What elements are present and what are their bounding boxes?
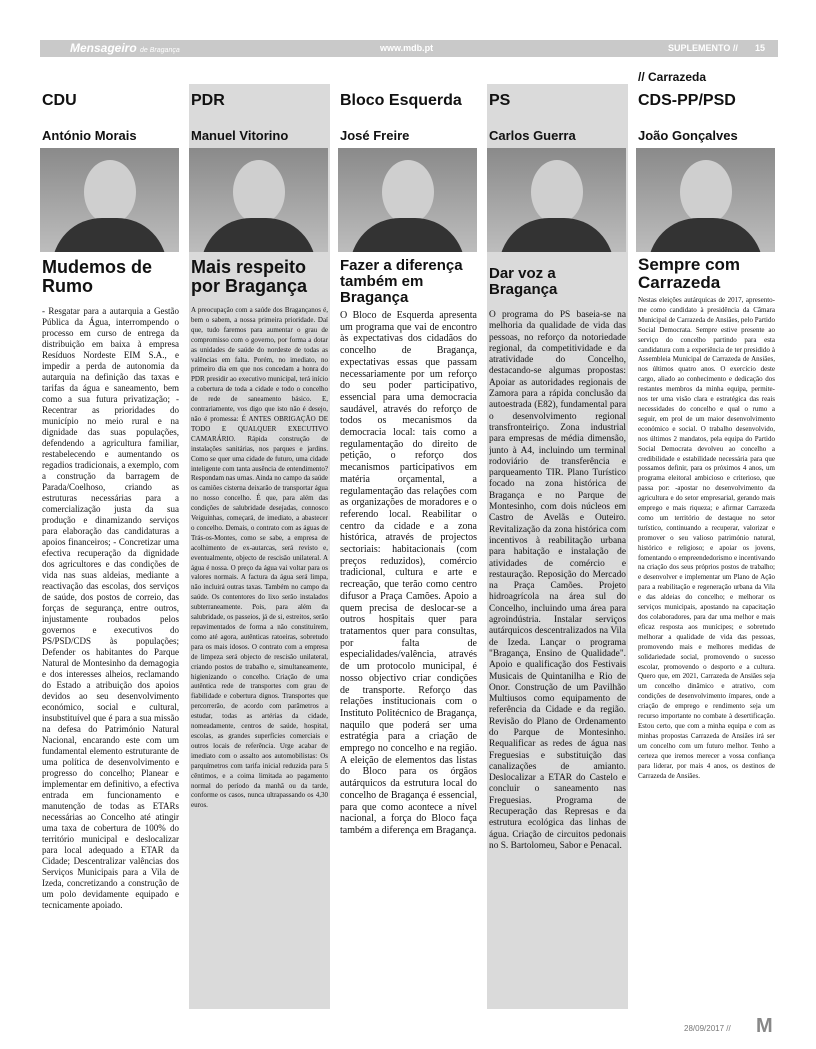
article-headline: Mais respeito por Bragança [191,257,308,297]
candidate-photo [189,148,328,252]
section-label: // Carrazeda [638,70,707,84]
article-text: O Bloco de Esquerda apresenta um programa que vai de encontro às expectativas dos cidadãos do concelho de Bragança, expectativas essas que passam necessariamente por um reforço do seu poder participativo, essencial para uma democracia saudável, através do reforço de todos os mecanismos da democracia local: tais como a regulamentação do direito de petição, o reforço dos mecanismos participativos em matéria orçamental, a regulamentação das relações com as organizações de moradores e o referendo local. Reabilitar o centro da cidade e a zona histórica, através de projectos sectoriais: habitacionais (com preços reduzidos), comércio tradicional, cultura e arte e recreação, que terão como centro difusor a Praça Camões. Apoio a quem precisa de deslocar-se a outros hospitais quer para tratamentos quer para consultas, por falta de especialidades/valência, através de um protocolo municipal, é nosso objectivo criar condições de transporte. Reforço das relações institucionais com o Instituto Politécnico de Bragança, naquilo que poderá ser uma estratégia para a criação de emprego no concelho e na região. A eleição de elementos das listas do Bloco para os órgãos autárquicos da estrutura local do concelho de Bragança é essencial, para que como acontece a nível nacional, a força do Bloco faça também a diferença em Bragança. [340,310,477,836]
party-name: CDU [42,92,77,109]
candidate-photo [40,148,179,252]
article-headline: Dar voz a Bragança [489,265,558,299]
column-pdr [189,84,330,1009]
page-number: 15 [755,43,766,53]
brand-logo: Mensageiro de Bragança [70,41,180,55]
column-bloco [338,84,479,1009]
supplement-label: SUPLEMENTO // [668,43,738,53]
party-name: PDR [191,92,225,109]
article-headline: Sempre com Carrazeda [638,255,741,293]
candidate-photo [636,148,775,252]
issue-date: 28/09/2017 // [684,1024,731,1033]
column-cds-psd [636,84,777,1009]
article-headline: Mudemos de Rumo [42,257,153,297]
candidate-name: José Freire [340,128,410,143]
article-text: O programa do PS baseia-se na melhoria da qualidade de vida das pessoas, no reforço da notoriedade regional, da competitividade e da atratividade do Concelho, destacando-se algumas propostas: Apoiar as autoridades regionais de Zamora para a rápida conclusão da autoestrada (E82), fundamental para o desenvolvimento regional transfronteiriço. Zona industrial para empresas de média dimensão, junto à A4, incluindo um terminal rodoviário de transferência e parqueamento TIR. Plano Turístico focado na zona histórica de Bragança e no Parque de Montesinho, com dois núcleos em Castro de Avelãs e Outeiro. Revitalização da zona histórica com incentivos à reabilitação urbana para habitação e instalação de atividades de comércio e restauração. Reposição do Mercado na Praça Camões. Projeto hidroagrícola na área sul do Concelho, incluindo uma área para agroindústria. Instalar serviços autárquicos descentralizados na Vila de Izeda. Lançar o programa "Bragança, Ensino de Qualidade". Apoio e qualificação dos Festivais Musicais de Quintanilha e Rio de Onor. Construção de um Pavilhão Multiusos como equipamento de referência da Cidade e da região. Revisão do Plano de Ordenamento do Parque de Montesinho. Requalificar as redes de água nas Freguesias e substituição das canalizações de amianto. Deslocalizar a ETAR do Castelo e concluir o saneamento nas Freguesias. Programa de Recuperação das Represas e da estrutura ecológica das linhas de água. Criação de circuitos pedonais no S. Bartolomeu, Sabor e Penacal. [489,310,626,851]
party-name: Bloco Esquerda [340,92,462,109]
publication-logo: M [756,1015,773,1037]
party-name: PS [489,92,511,109]
candidate-photo [338,148,477,252]
candidate-name: Manuel Vitorino [191,128,289,143]
column-cdu [40,84,181,1009]
website-url[interactable]: www.mdb.pt [380,43,434,53]
article-text: - Resgatar para a autarquia a Gestão Pública da Água, interrompendo o processo em curso de entrega da distribuição em baixa à empresa Resíduos Nordeste EIM S.A., e impedir a perda de autonomia da autarquia na definição das taxas e tarifas da água e saneamento, bem como a sua futura privatização; - Recentrar as prioridades do município no meio rural e na dignidade das suas populações, defendendo a agricultura familiar, restabelecendo e aumentando os regadios tradicionais, a exemplo, com a construção da barragem de Parada/Coelhoso, criando as estruturas necessárias para a comercialização justa da sua produção e dinamizando serviços para elaboração das candidaturas a apoios financeiros; - Concretizar uma efectiva recuperação da dignidade dos agricultores e das condições de vida nas suas aldeias, mediante a reactivação das escolas, dos serviços de saúde, dos postos de correio, das forças de segurança, entre outros, injustamente roubados pelos governos e executivos do PS/PSD/CDS às populações; Defender os habitantes do Parque Natural de Montesinho da demagogia e dos interesses alheios, reclamando do Estado a atribuição dos apoios devidos ao seu desenvolvimento económico, social e cultural, insubstituível que é para a sua missão na defesa do Património Natural Nacional, encarando este com um fundamental elemento estruturante de uma política de desenvolvimento e progresso do concelho; Planear e implementar em definitivo, a efectiva entrada em funcionamento e manutenção de todas as ETARs necessárias ao Concelho até atingir uma taxa de cobertura de 100% do território municipal e deslocalizar para local adequado a ETAR da Cidade; Descentralizar valências dos Serviços Municipais para a Vila de Izeda, concretizando a construção de um polo devidamente equipado e tecnicamente apoiado. [42,306,179,910]
article-text: Nestas eleições autárquicas de 2017, apresento-me como candidato à presidência da Câmara Municipal de Carrazeda de Ansiães, pelo Partido Social Democrata. Sempre estive presente ao serviço do concelho partindo para esta candidatura com a experiência de ter presidido à Assembleia Municipal de Carrazeda de Ansiães, nos últimos quatro anos. O exercício deste cargo, aliado ao conhecimento e dedicação dos restantes membros da minha equipa, permite-nos ter uma visão clara e estratégica das reais necessidades do concelho e qual o rumo a seguir, em prol de um maior desenvolvimento económico e social. O trabalho desenvolvido, nos últimos 2 mandatos, pela equipa do Partido Social Democrata devolveu ao concelho a credibilidade e estabilidade necessária para que possamos definir, para os próximos 4 anos, um programa eleitoral ambicioso e criterioso, que passa por: -apostar no desenvolvimento da agricultura e do setor empresarial, gerando mais emprego e mais riqueza; e afirmar Carrazeda como um território de destaque no setor turístico, continuando a recuperar, valorizar e promover o seu valioso património natural, histórico e religioso; e apoiar os jovens, fomentando o empreendedorismo e incentivando na criação dos seus próprios postos de trabalho; e desenvolver e implementar um Plano de Ação para a reabilitação e regeneração urbana da Vila e das aldeias do concelho; e melhorar os serviços municipais, apostando na capacitação dos colaboradores, para dar uma melhor e mais eficaz resposta aos munícipes; e sobretudo melhorar a qualidade de vida das pessoas, promovendo mais e melhores medidas de solidariedade social, promovendo o sucesso escolar, promovendo o desporto e a cultura. Quero que, em 2021, Carrazeda de Ansiães seja um concelho dinâmico e atrativo, com condições de desenvolvimento ímpares, onde a criação de emprego e rendimento seja um recurso importante no combate à desertificação. Estou certo, que com a minha equipa e com as minhas propostas Carrazeda de Ansiães irá ser um concelho com um futuro melhor. Tenho a certeza que iremos merecer a vossa confiança para liderar, por mais 4 anos, os destinos de Carrazeda de Ansiães. [638,296,775,780]
candidate-name: António Morais [42,128,137,143]
article-headline: Fazer a diferença também em Bragança [340,257,463,307]
party-name: CDS-PP/PSD [638,92,736,109]
column-ps [487,84,628,1009]
candidate-photo [487,148,626,252]
candidate-name: João Gonçalves [638,128,738,143]
candidate-name: Carlos Guerra [489,128,576,143]
article-text: A preocupação com a saúde dos Bragançanos é, bem o sabem, a nossa primeira prioridade. Daí que, tudo faremos para aumentar o grau de compromisso com o governo, por forma a dotar as unidades de saúde do nordeste de todas as valências em falta. Porém, no imediato, no primeiro dia em que nos concedam a honra do PDR presidir ao executivo municipal, terá início a cobertura de toda a cidade e todo o concelho de rede de saneamento básico. E, contrariamente, vos digo que isto não é desejo, não é promessa: É ANTES OBRIGAÇÃO DE TODO E QUALQUER EXECUTIVO CAMARÁRIO. Rápida construção de instalações sanitárias, nos parques e jardins. Como se quer uma cidade de futuro, uma cidade inteligente com tanta ausência de entendimento? Respondam nas urnas. Ainda no campo da saúde os camiões cisterna deixarão de transportar água no nosso concelho. É que, para além das condições de salubridade desejadas, connosco Veiguinhas, começará, de imediato, a abastecer o concelho. Demais, o contrato com as águas de Trás-os-Montes, como se sabe, a empresa de acolhimento de ex-autarcas, será revisto e, eventualmente, objecto de rescisão unilateral. A água é nossa. O preço da água vai voltar para os valores normais. A factura da água será limpa, não incluirá outras taxas. Também no campo da saúde. Os contentores do lixo serão instalados subterraneamente. Pois, para além da salubridade, os passeios, já de si, estreitos, serão repavimentados de forma a não constituírem, como até agora, autênticas ratoeiras, sobretudo para os mais idosos. O contrato com a empresa de limpeza será objecto de rescisão unilateral, criando postos de trabalho e, simultaneamente, higienizando o concelho. Criação de uma autêntica rede de transportes com grau de fiabilidade e cobertura dignos. Transportes que percorrerão, de acordo com parâmetros a estudar, todas as artérias da cidade, nomeadamente, centros de saúde, hospital, escolas, as grandes superfícies comerciais e outros locais de referência. Urge acabar de imediato com o assalto aos automobilistas: Os parquímetros com tarifa inicial reduzida para 5 cêntimos, e a coima limitada ao pagamento normal do período da manhã ou da tarde, conforme os casos, nunca ultrapassando os 4,30 euros. [191,306,328,810]
